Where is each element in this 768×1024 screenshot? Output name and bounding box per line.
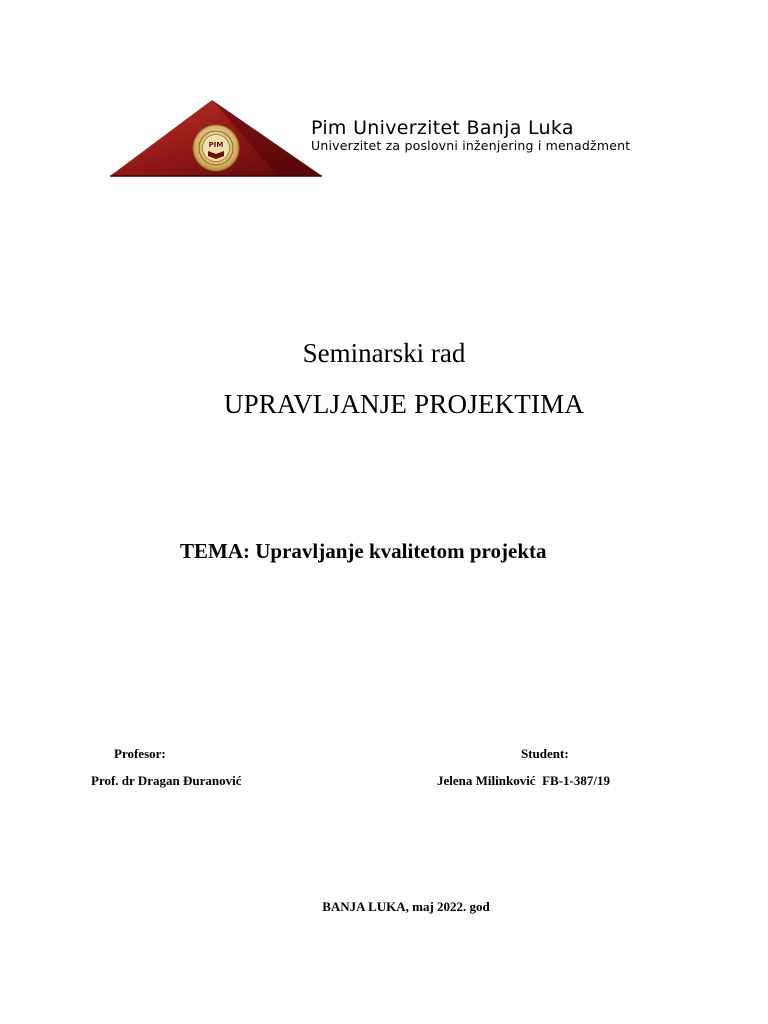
document-type: Seminarski rad bbox=[302, 338, 466, 368]
university-logo-emblem bbox=[108, 98, 324, 178]
topic-title: TEMA: Upravljanje kvalitetom projekta bbox=[180, 539, 547, 563]
professor-name: Prof. dr Dragan Đuranović bbox=[91, 773, 242, 788]
course-title: UPRAVLJANJE PROJEKTIMA bbox=[223, 389, 585, 419]
university-logo-text bbox=[311, 117, 630, 153]
university-name: Pim Univerzitet Banja Luka bbox=[311, 117, 574, 139]
student-label: Student: bbox=[521, 746, 569, 761]
place-and-date: BANJA LUKA, maj 2022. god bbox=[322, 899, 490, 914]
university-tagline: Univerzitet za poslovni inženjering i menadžment bbox=[311, 138, 631, 153]
student-name: Jelena Milinković FB-1-387/19 bbox=[437, 773, 610, 788]
professor-label: Profesor: bbox=[114, 746, 166, 761]
university-seal bbox=[193, 125, 239, 171]
seal-text: PIM bbox=[208, 141, 224, 149]
